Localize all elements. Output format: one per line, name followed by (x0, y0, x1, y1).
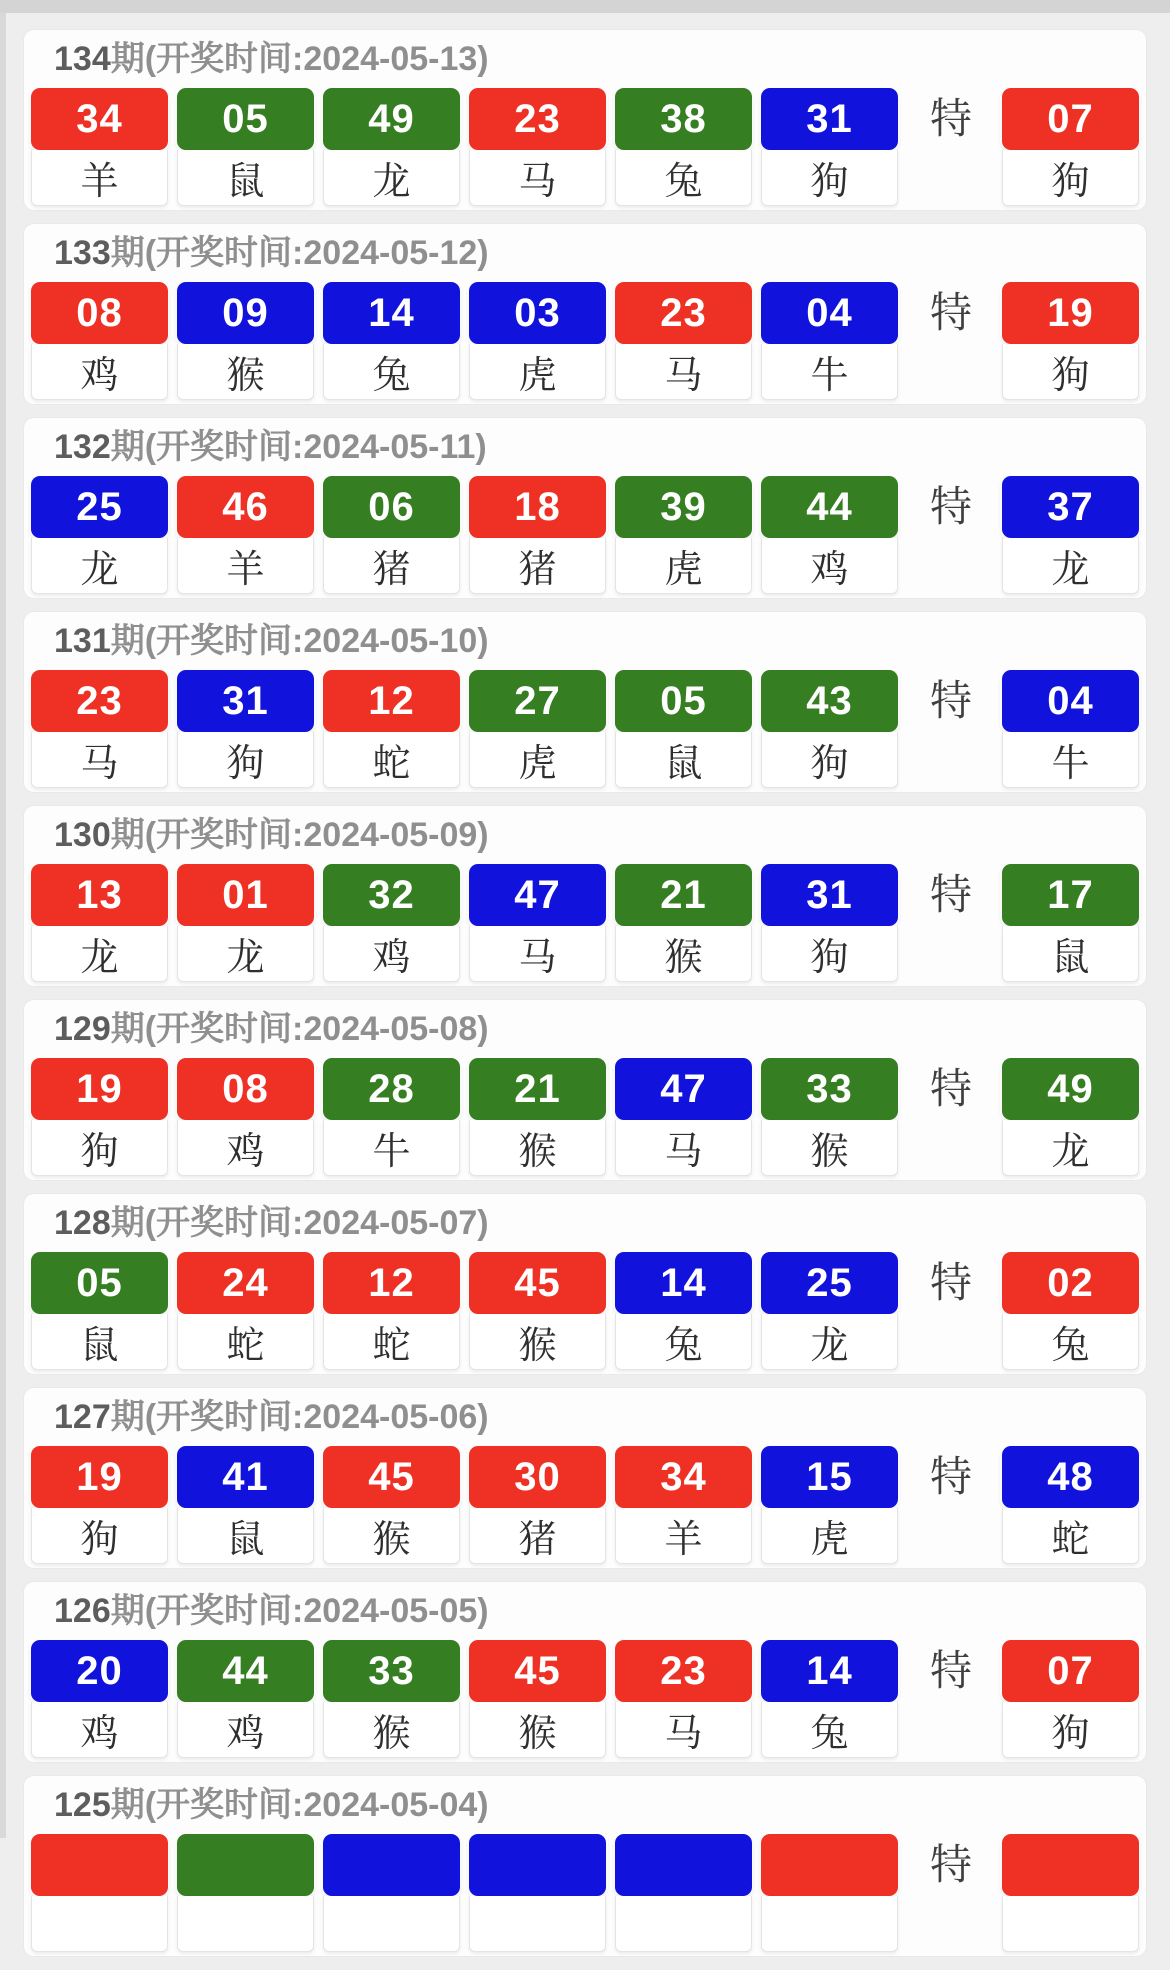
ball-zodiac: 鸡 (323, 926, 460, 982)
period-number: 127 (54, 1398, 111, 1436)
ball-zodiac: 猴 (615, 926, 752, 982)
ball-cell (323, 1446, 460, 1564)
numbers-row (24, 282, 1146, 400)
ball-cell (615, 1252, 752, 1370)
ball-number: 13 (31, 864, 168, 926)
period-number: 128 (54, 1204, 111, 1242)
ball-number: 33 (323, 1640, 460, 1702)
period-card (24, 612, 1146, 792)
special-ball-cell (1002, 1252, 1139, 1370)
ball-zodiac: 马 (615, 344, 752, 400)
ball-number: 24 (177, 1252, 314, 1314)
period-number: 131 (54, 622, 111, 660)
period-draw-time: 期(开奖时间:2024-05-04) (110, 1786, 489, 1824)
ball-cell (323, 670, 460, 788)
ball-cell (31, 1640, 168, 1758)
numbers-row (24, 670, 1146, 788)
period-draw-time: 期(开奖时间:2024-05-10) (110, 622, 489, 660)
ball-number: 34 (31, 88, 168, 150)
ball-number: 31 (761, 88, 898, 150)
ball-cell (31, 282, 168, 400)
ball-zodiac (615, 1896, 752, 1952)
ball-number: 14 (761, 1640, 898, 1702)
ball-zodiac: 马 (469, 150, 606, 206)
numbers-row (24, 864, 1146, 982)
period-card (24, 224, 1146, 404)
ball-number: 05 (31, 1252, 168, 1314)
ball-number: 14 (323, 282, 460, 344)
ball-cell (761, 1252, 898, 1370)
ball-zodiac (323, 1896, 460, 1952)
ball-number: 38 (615, 88, 752, 150)
ball-zodiac (469, 1896, 606, 1952)
ball-cell (323, 282, 460, 400)
special-ball-cell (1002, 282, 1139, 400)
ball-zodiac: 鸡 (177, 1702, 314, 1758)
special-ball-cell (1002, 864, 1139, 982)
ball-number: 47 (469, 864, 606, 926)
ball-cell (761, 88, 898, 206)
ball-number: 12 (323, 1252, 460, 1314)
ball-number (761, 1834, 898, 1896)
period-header (24, 806, 1146, 864)
special-ball-cell (1002, 476, 1139, 594)
ball-zodiac: 猪 (469, 1508, 606, 1564)
period-header (24, 1000, 1146, 1058)
ball-number: 28 (323, 1058, 460, 1120)
ball-zodiac: 鼠 (177, 150, 314, 206)
ball-cell (177, 670, 314, 788)
period-card (24, 1582, 1146, 1762)
ball-cell (615, 88, 752, 206)
period-blocks-list (24, 30, 1146, 1970)
left-edge-strip (0, 13, 6, 1838)
ball-zodiac: 兔 (761, 1702, 898, 1758)
ball-cell (31, 88, 168, 206)
period-header (24, 1776, 1146, 1834)
special-ball-zodiac: 狗 (1002, 150, 1139, 206)
ball-cell (323, 476, 460, 594)
ball-number: 23 (615, 1640, 752, 1702)
special-ball-cell (1002, 1834, 1139, 1952)
ball-number (177, 1834, 314, 1896)
period-card (24, 1388, 1146, 1568)
ball-zodiac: 龙 (31, 538, 168, 594)
period-number: 129 (54, 1010, 111, 1048)
ball-zodiac: 猴 (469, 1314, 606, 1370)
ball-number: 44 (177, 1640, 314, 1702)
ball-number: 45 (469, 1252, 606, 1314)
ball-cell (469, 864, 606, 982)
ball-cell (615, 476, 752, 594)
ball-cell (615, 1834, 752, 1952)
special-ball-zodiac: 狗 (1002, 1702, 1139, 1758)
ball-zodiac: 猴 (177, 344, 314, 400)
ball-number: 03 (469, 282, 606, 344)
ball-cell (615, 1446, 752, 1564)
period-number: 132 (54, 428, 111, 466)
ball-number: 15 (761, 1446, 898, 1508)
numbers-row (24, 1640, 1146, 1758)
ball-cell (469, 1252, 606, 1370)
ball-zodiac: 虎 (761, 1508, 898, 1564)
ball-number: 06 (323, 476, 460, 538)
ball-cell (177, 1252, 314, 1370)
special-ball-number: 04 (1002, 670, 1139, 732)
period-header (24, 418, 1146, 476)
special-ball-zodiac: 龙 (1002, 1120, 1139, 1176)
ball-zodiac: 鼠 (177, 1508, 314, 1564)
ball-zodiac: 龙 (761, 1314, 898, 1370)
special-ball-number: 48 (1002, 1446, 1139, 1508)
ball-cell (615, 282, 752, 400)
ball-zodiac: 鼠 (615, 732, 752, 788)
period-draw-time: 期(开奖时间:2024-05-11) (110, 428, 487, 466)
ball-zodiac: 马 (615, 1120, 752, 1176)
ball-number: 46 (177, 476, 314, 538)
numbers-row (24, 1834, 1146, 1952)
special-ball-cell (1002, 88, 1139, 206)
ball-cell (31, 476, 168, 594)
period-number: 130 (54, 816, 111, 854)
ball-number: 23 (469, 88, 606, 150)
ball-zodiac: 羊 (177, 538, 314, 594)
ball-number: 05 (615, 670, 752, 732)
ball-cell (31, 670, 168, 788)
ball-number: 09 (177, 282, 314, 344)
ball-cell (615, 1640, 752, 1758)
ball-zodiac: 猴 (323, 1508, 460, 1564)
special-ball-cell (1002, 1640, 1139, 1758)
ball-zodiac (177, 1896, 314, 1952)
special-ball-number (1002, 1834, 1139, 1896)
period-header (24, 1194, 1146, 1252)
ball-cell (761, 282, 898, 400)
ball-zodiac: 马 (31, 732, 168, 788)
special-ball-zodiac: 牛 (1002, 732, 1139, 788)
ball-number: 14 (615, 1252, 752, 1314)
ball-cell (177, 1640, 314, 1758)
ball-zodiac: 猴 (469, 1120, 606, 1176)
ball-cell (31, 1834, 168, 1952)
special-label: 特 (929, 289, 972, 336)
ball-number: 43 (761, 670, 898, 732)
numbers-row (24, 1058, 1146, 1176)
ball-zodiac: 蛇 (323, 732, 460, 788)
ball-number: 08 (177, 1058, 314, 1120)
special-ball-number: 49 (1002, 1058, 1139, 1120)
ball-zodiac: 羊 (615, 1508, 752, 1564)
ball-cell (177, 476, 314, 594)
ball-cell (177, 1058, 314, 1176)
special-ball-zodiac: 兔 (1002, 1314, 1139, 1370)
ball-zodiac: 马 (615, 1702, 752, 1758)
period-card (24, 418, 1146, 598)
ball-number: 44 (761, 476, 898, 538)
ball-number (323, 1834, 460, 1896)
ball-cell (469, 670, 606, 788)
ball-cell (323, 864, 460, 982)
ball-zodiac: 狗 (761, 926, 898, 982)
ball-cell (469, 1834, 606, 1952)
ball-number (615, 1834, 752, 1896)
period-number: 126 (54, 1592, 111, 1630)
ball-cell (761, 670, 898, 788)
ball-zodiac: 鸡 (31, 344, 168, 400)
ball-zodiac: 虎 (469, 732, 606, 788)
ball-zodiac: 羊 (31, 150, 168, 206)
special-ball-zodiac: 蛇 (1002, 1508, 1139, 1564)
ball-number: 33 (761, 1058, 898, 1120)
ball-zodiac: 兔 (615, 1314, 752, 1370)
ball-zodiac: 猪 (469, 538, 606, 594)
ball-zodiac: 马 (469, 926, 606, 982)
ball-cell (177, 88, 314, 206)
numbers-row (24, 1252, 1146, 1370)
ball-zodiac: 猪 (323, 538, 460, 594)
ball-zodiac: 蛇 (177, 1314, 314, 1370)
ball-zodiac: 狗 (31, 1508, 168, 1564)
period-draw-time: 期(开奖时间:2024-05-08) (110, 1010, 489, 1048)
ball-cell (469, 1058, 606, 1176)
special-ball-number: 07 (1002, 1640, 1139, 1702)
ball-zodiac: 狗 (31, 1120, 168, 1176)
ball-cell (323, 88, 460, 206)
ball-number: 45 (469, 1640, 606, 1702)
ball-zodiac: 虎 (469, 344, 606, 400)
ball-cell (31, 1446, 168, 1564)
ball-number: 04 (761, 282, 898, 344)
ball-zodiac: 猴 (761, 1120, 898, 1176)
ball-number: 31 (177, 670, 314, 732)
special-label: 特 (929, 1453, 972, 1500)
ball-zodiac: 猴 (323, 1702, 460, 1758)
special-label: 特 (929, 1259, 972, 1306)
ball-zodiac: 狗 (761, 732, 898, 788)
ball-number: 31 (761, 864, 898, 926)
ball-number: 01 (177, 864, 314, 926)
ball-zodiac: 狗 (177, 732, 314, 788)
special-ball-zodiac: 鼠 (1002, 926, 1139, 982)
period-draw-time: 期(开奖时间:2024-05-07) (110, 1204, 489, 1242)
special-label: 特 (929, 95, 972, 142)
special-label: 特 (929, 871, 972, 918)
ball-zodiac: 狗 (761, 150, 898, 206)
ball-zodiac: 虎 (615, 538, 752, 594)
period-header (24, 30, 1146, 88)
period-card (24, 1776, 1146, 1956)
ball-cell (323, 1058, 460, 1176)
ball-cell (177, 1834, 314, 1952)
ball-number: 30 (469, 1446, 606, 1508)
special-label: 特 (929, 1647, 972, 1694)
special-label: 特 (929, 1841, 972, 1888)
ball-number: 19 (31, 1446, 168, 1508)
ball-cell (761, 864, 898, 982)
ball-cell (31, 864, 168, 982)
ball-number: 41 (177, 1446, 314, 1508)
period-card (24, 1000, 1146, 1180)
ball-zodiac: 鼠 (31, 1314, 168, 1370)
ball-zodiac: 猴 (469, 1702, 606, 1758)
ball-number: 25 (761, 1252, 898, 1314)
ball-number (469, 1834, 606, 1896)
special-ball-zodiac: 龙 (1002, 538, 1139, 594)
special-ball-cell (1002, 1446, 1139, 1564)
ball-number: 23 (615, 282, 752, 344)
ball-cell (469, 1446, 606, 1564)
period-card (24, 1194, 1146, 1374)
ball-number: 21 (615, 864, 752, 926)
period-header (24, 1388, 1146, 1446)
ball-cell (761, 1834, 898, 1952)
ball-cell (761, 1446, 898, 1564)
period-number: 134 (54, 40, 111, 78)
ball-cell (615, 1058, 752, 1176)
ball-zodiac: 鸡 (761, 538, 898, 594)
ball-zodiac: 龙 (323, 150, 460, 206)
ball-number: 18 (469, 476, 606, 538)
special-label: 特 (929, 483, 972, 530)
period-draw-time: 期(开奖时间:2024-05-06) (110, 1398, 489, 1436)
period-header (24, 1582, 1146, 1640)
ball-cell (177, 1446, 314, 1564)
numbers-row (24, 476, 1146, 594)
period-number: 133 (54, 234, 111, 272)
ball-cell (323, 1834, 460, 1952)
ball-zodiac: 龙 (177, 926, 314, 982)
special-ball-number: 17 (1002, 864, 1139, 926)
ball-zodiac: 龙 (31, 926, 168, 982)
period-header (24, 224, 1146, 282)
period-draw-time: 期(开奖时间:2024-05-09) (110, 816, 489, 854)
special-ball-number: 19 (1002, 282, 1139, 344)
ball-cell (323, 1640, 460, 1758)
special-ball-number: 37 (1002, 476, 1139, 538)
ball-cell (761, 1640, 898, 1758)
ball-number: 21 (469, 1058, 606, 1120)
ball-number: 27 (469, 670, 606, 732)
ball-number: 25 (31, 476, 168, 538)
ball-zodiac: 兔 (615, 150, 752, 206)
ball-number: 20 (31, 1640, 168, 1702)
period-draw-time: 期(开奖时间:2024-05-13) (110, 40, 489, 78)
ball-cell (615, 670, 752, 788)
special-label: 特 (929, 1065, 972, 1112)
ball-number: 05 (177, 88, 314, 150)
period-card (24, 806, 1146, 986)
ball-cell (31, 1058, 168, 1176)
ball-cell (761, 476, 898, 594)
ball-cell (323, 1252, 460, 1370)
special-ball-zodiac: 狗 (1002, 344, 1139, 400)
numbers-row (24, 88, 1146, 206)
period-draw-time: 期(开奖时间:2024-05-12) (110, 234, 489, 272)
numbers-row (24, 1446, 1146, 1564)
ball-zodiac (31, 1896, 168, 1952)
ball-number: 08 (31, 282, 168, 344)
ball-number: 23 (31, 670, 168, 732)
period-card (24, 30, 1146, 210)
ball-number: 12 (323, 670, 460, 732)
period-draw-time: 期(开奖时间:2024-05-05) (110, 1592, 489, 1630)
ball-zodiac: 蛇 (323, 1314, 460, 1370)
ball-cell (469, 476, 606, 594)
ball-cell (177, 282, 314, 400)
special-ball-cell (1002, 670, 1139, 788)
ball-cell (469, 1640, 606, 1758)
ball-zodiac: 兔 (323, 344, 460, 400)
special-ball-number: 02 (1002, 1252, 1139, 1314)
ball-zodiac: 鸡 (177, 1120, 314, 1176)
special-label: 特 (929, 677, 972, 724)
ball-cell (469, 282, 606, 400)
ball-number: 39 (615, 476, 752, 538)
period-header (24, 612, 1146, 670)
ball-number: 34 (615, 1446, 752, 1508)
special-ball-cell (1002, 1058, 1139, 1176)
ball-zodiac (761, 1896, 898, 1952)
ball-number: 47 (615, 1058, 752, 1120)
ball-zodiac: 牛 (323, 1120, 460, 1176)
ball-cell (761, 1058, 898, 1176)
ball-cell (469, 88, 606, 206)
ball-number: 49 (323, 88, 460, 150)
ball-number: 19 (31, 1058, 168, 1120)
special-ball-zodiac (1002, 1896, 1139, 1952)
ball-cell (177, 864, 314, 982)
ball-number: 45 (323, 1446, 460, 1508)
special-ball-number: 07 (1002, 88, 1139, 150)
ball-number: 32 (323, 864, 460, 926)
ball-zodiac: 鸡 (31, 1702, 168, 1758)
ball-zodiac: 牛 (761, 344, 898, 400)
period-number: 125 (54, 1786, 111, 1824)
top-strip (0, 0, 1170, 13)
ball-cell (31, 1252, 168, 1370)
ball-cell (615, 864, 752, 982)
ball-number (31, 1834, 168, 1896)
